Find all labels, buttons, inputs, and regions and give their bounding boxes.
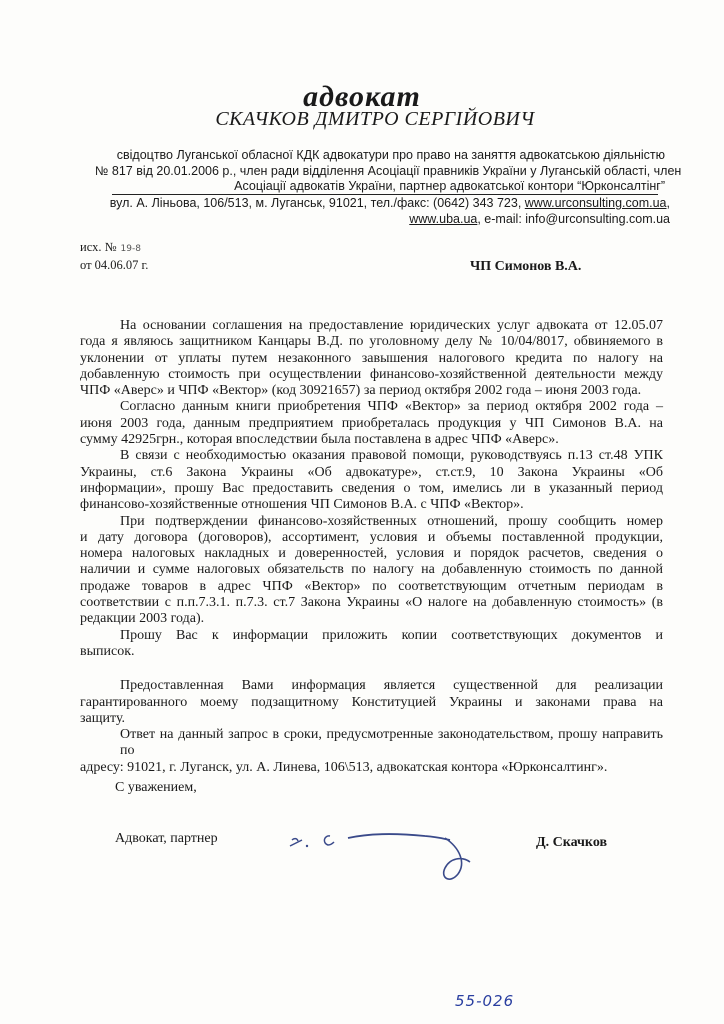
body-line: номера налоговых накладных и доверенностей, условия и порядок расчетов, сведения о (80, 546, 663, 562)
letterhead-divider (112, 194, 658, 195)
body-line: и дату договора (договоров), ассортимент, условия и объемы поставленной продукции, (80, 529, 663, 545)
body-line: сумму 42925грн., которая впоследствии была поставлена в адрес ЧПФ «Аверс». (80, 432, 559, 448)
body-line: года я являюсь защитником Канцары В.Д. по уголовному делу № 10/04/8017, обвиняемого в (80, 334, 663, 350)
body-line: редакции 2003 года). (80, 611, 205, 627)
recipient: ЧП Симонов В.А. (470, 259, 582, 274)
credentials-line: Асоціації адвокатів України, партнер адвокатської контори “Юрконсалтінг” (234, 179, 665, 194)
reference-number-label: исх. № (80, 240, 117, 254)
body-line: июня 2003 года, данным предприятием приобреталась продукция у ЧП Симонов В.А. на (80, 415, 663, 431)
body-line: выписок. (80, 643, 135, 659)
body-line: уклонении от уплаты путем незаконного завышения налогового кредита по налогу на (80, 350, 663, 366)
body-line: продаже товаров в адрес ЧПФ «Вектор» по соответствующим отчетным периодам в (80, 578, 663, 594)
registration-number: 55-026 (455, 992, 515, 1010)
comma-text: , (666, 196, 670, 210)
reference-date: от 04.06.07 г. (80, 258, 149, 272)
body-line: ЧПФ «Аверс» и ЧПФ «Вектор» (код 30921657) за период октября 2002 года – июня 2003 года. (80, 383, 642, 399)
body-line: адресу: 91021, г. Луганск, ул. А. Линева, 106\513, адвокатская контора «Юрконсалтинг». (80, 759, 608, 775)
body-line: наличии и сумме налоговых обязательств по налогу на добавленную стоимость по данной (80, 562, 663, 578)
credentials-line: № 817 від 20.01.2006 р., член ради відділення Асоціації правників України у Луганській області, член (95, 163, 682, 178)
body-line: финансово-хозяйственные отношения ЧП Симонов В.А. с ЧПФ «Вектор». (80, 497, 524, 513)
letterhead-contacts (100, 196, 670, 227)
body-line: защиту. (80, 710, 126, 726)
association-website-link[interactable]: www.uba.ua (409, 211, 478, 226)
body-line: соответствии с п.п.7.3.1. п.7.3. ст.7 Закона Украины «О налоге на добавленную стоимость» (в (80, 595, 663, 611)
body-line: Предоставленная Вами информация является существенной для реализации (120, 678, 663, 694)
email-text: , e-mail: info@urconsulting.com.ua (477, 211, 670, 226)
address-text: вул. А. Ліньова, 106/513, м. Луганськ, 91021, тел./факс: (0642) 343 723, (109, 196, 525, 210)
body-line: Согласно данным книги приобретения ЧПФ «Вектор» за период октября 2002 года – (120, 399, 663, 415)
letterhead-credentials (95, 148, 682, 195)
signer-role: Адвокат, партнер (115, 831, 218, 846)
body-line: При подтверждении финансово-хозяйственных отношений, прошу сообщить номер (120, 513, 663, 529)
body-line: информации», прошу Вас предоставить сведения о том, имелись ли в указанный период (80, 480, 663, 496)
body-line: На основании соглашения на предоставление юридических услуг адвоката от 12.05.07 (120, 318, 663, 333)
body-line: добавленную стоимость при осуществлении финансово-хозяйственной деятельности между (80, 366, 663, 382)
reference-number-handwritten: 19-8 (120, 244, 141, 254)
body-line: Прошу Вас к информации приложить копии соответствующих документов и (120, 627, 663, 643)
letter-body (80, 318, 663, 776)
letterhead-name: СКАЧКОВ ДМИТРО СЕРГІЙОВИЧ (215, 108, 535, 130)
closing-regards: С уважением, (115, 780, 197, 795)
outgoing-reference (80, 239, 148, 273)
body-line: Ответ на данный запрос в сроки, предусмотренные законодательством, прошу направить по (120, 727, 663, 759)
signer-name: Д. Скачков (536, 835, 608, 850)
body-line: Украины, ст.6 Закона Украины «Об адвокатуре», ст.ст.9, 10 Закона Украины «Об (80, 464, 663, 480)
credentials-line: свідоцтво Луганської обласної КДК адвокатури про право на заняття адвокатською діяльністю (116, 148, 665, 162)
letterhead-title: адвокат (303, 80, 421, 113)
website-link[interactable]: www.urconsulting.com.ua (524, 196, 667, 210)
body-line: гарантированного моему подзащитному Конституцией Украины и законами права на (80, 694, 663, 710)
body-line: В связи с необходимостью оказания правовой помощи, руководствуясь п.13 ст.48 УПК (120, 448, 663, 464)
handwritten-signature (280, 808, 480, 888)
